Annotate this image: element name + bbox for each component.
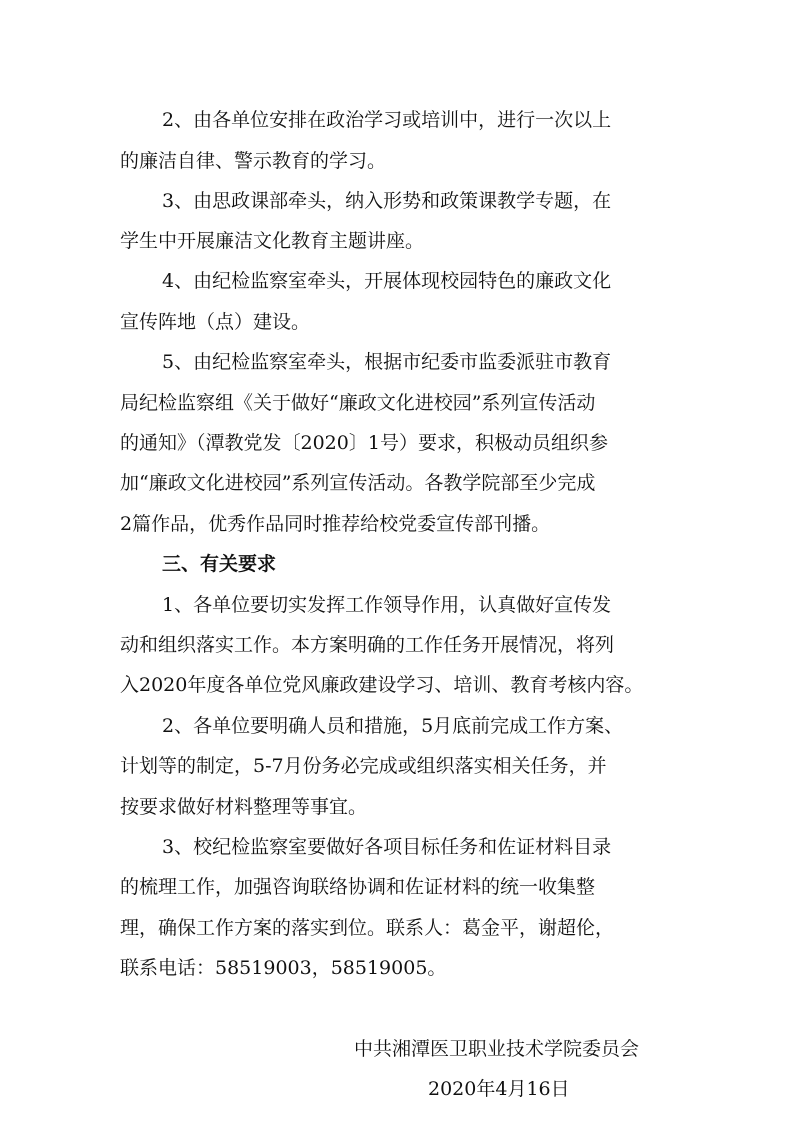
paragraph-line	[0, 103, 793, 137]
req-3-line-2: 的梳理工作，加强咨询联络协调和佐证材料的统一收集整	[120, 876, 596, 898]
paragraph-line	[0, 144, 793, 178]
req-2-line-3: 按要求做好材料整理等事宜。	[120, 796, 368, 818]
paragraph-line	[0, 830, 793, 864]
paragraph-line	[0, 870, 793, 904]
paragraph-line	[0, 224, 793, 258]
paragraph-line	[0, 305, 793, 339]
paragraph-line	[0, 709, 793, 743]
paragraph-line	[0, 628, 793, 662]
paragraph-line	[0, 264, 793, 298]
signature-date: 2020年4月16日	[428, 1078, 570, 1100]
paragraph-line	[0, 668, 793, 702]
item-2-line-2: 的廉洁自律、警示教育的学习。	[120, 150, 387, 172]
signature-line	[0, 1032, 793, 1066]
item-2-line-1: 2、由各单位安排在政治学习或培训中，进行一次以上	[162, 109, 612, 131]
signature-organization: 中共湘潭医卫职业技术学院委员会	[354, 1038, 640, 1060]
req-3-line-3: 理，确保工作方案的落实到位。联系人：葛金平，谢超伦，	[120, 917, 615, 939]
req-1-line-1: 1、各单位要切实发挥工作领导作用，认真做好宣传发	[162, 594, 612, 616]
item-5-line-5: 2篇作品，优秀作品同时推荐给校党委宣传部刊播。	[120, 513, 551, 535]
paragraph-line	[0, 466, 793, 500]
req-2-line-2: 计划等的制定，5-7月份务必完成或组织落实相关任务，并	[120, 755, 607, 777]
paragraph-line	[0, 426, 793, 460]
paragraph-line	[0, 386, 793, 420]
item-5-line-2: 局纪检监察组《关于做好“廉政文化进校园”系列宣传活动	[120, 392, 596, 414]
paragraph-line	[0, 588, 793, 622]
signature-line	[0, 1072, 793, 1106]
req-1-line-2: 动和组织落实工作。本方案明确的工作任务开展情况，将列	[120, 634, 615, 656]
req-1-line-3: 入2020年度各单位党风廉政建设学习、培训、教育考核内容。	[120, 674, 644, 696]
paragraph-line	[0, 184, 793, 218]
paragraph-line	[0, 507, 793, 541]
paragraph-line	[0, 951, 793, 985]
paragraph-line	[0, 345, 793, 379]
item-5-line-4: 加“廉政文化进校园”系列宣传活动。各教学院部至少完成	[120, 472, 596, 494]
item-5-line-1: 5、由纪检监察室牵头，根据市纪委市监委派驻市教育	[162, 351, 612, 373]
paragraph-line	[0, 911, 793, 945]
item-3-line-1: 3、由思政课部牵头，纳入形势和政策课教学专题，在	[162, 190, 612, 212]
req-2-line-1: 2、各单位要明确人员和措施，5月底前完成工作方案、	[162, 715, 624, 737]
paragraph-line	[0, 790, 793, 824]
paragraph-line	[0, 749, 793, 783]
section-heading	[0, 547, 793, 581]
item-4-line-1: 4、由纪检监察室牵头，开展体现校园特色的廉政文化	[162, 270, 612, 292]
req-3-line-4: 联系电话：58519003，58519005。	[120, 957, 447, 979]
item-5-line-3: 的通知》（潭教党发〔2020〕1号）要求，积极动员组织参	[120, 432, 608, 454]
req-3-line-1: 3、校纪检监察室要做好各项目标任务和佐证材料目录	[162, 836, 612, 858]
section-3-heading: 三、有关要求	[162, 553, 277, 575]
item-3-line-2: 学生中开展廉洁文化教育主题讲座。	[120, 230, 425, 252]
item-4-line-2: 宣传阵地（点）建设。	[120, 311, 311, 333]
